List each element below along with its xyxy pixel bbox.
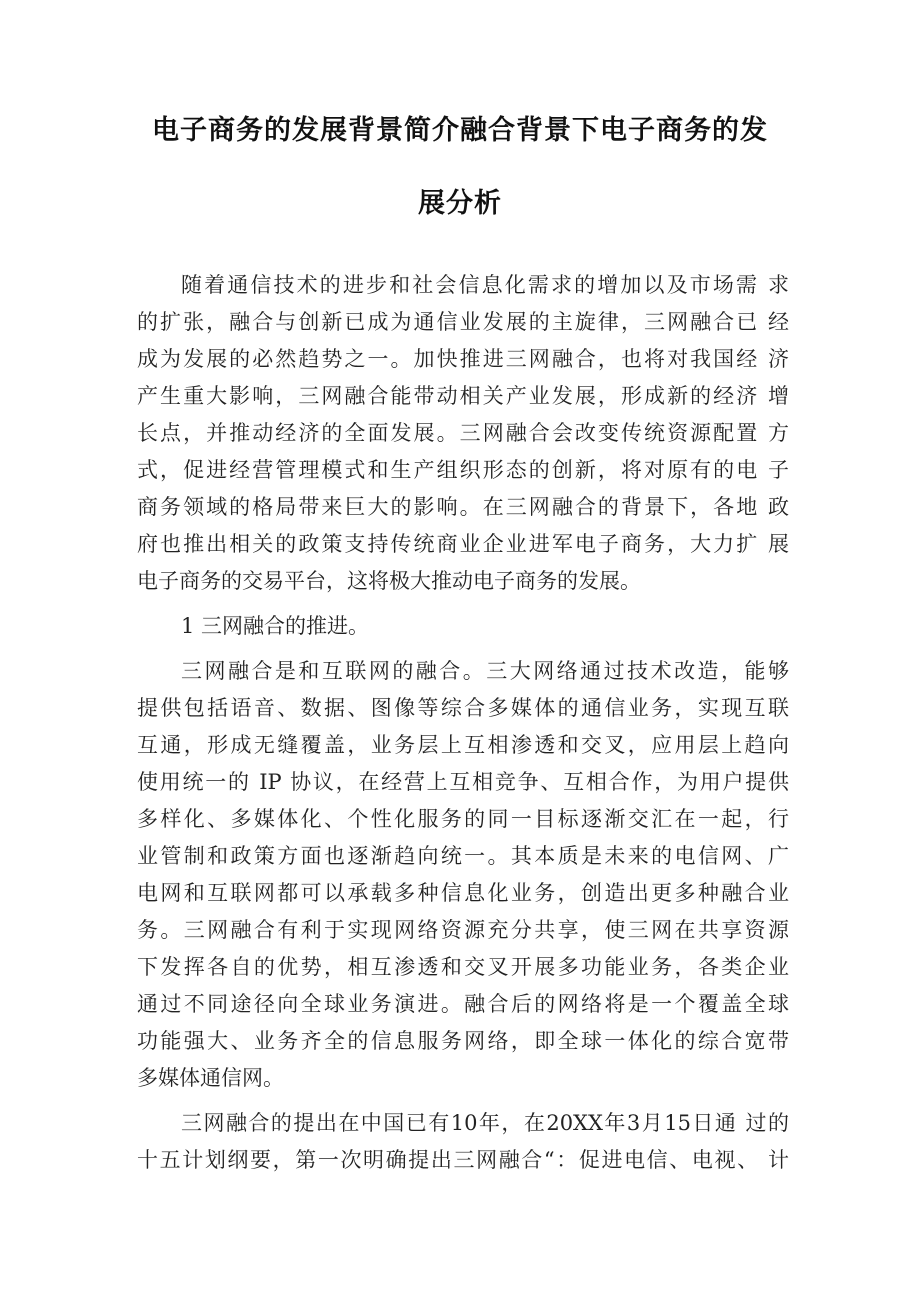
text-line: 多样化、多媒体化、个性化服务的同一目标逐渐交汇在一起，行 bbox=[137, 807, 789, 831]
document-title-line-2: 展分析 bbox=[418, 188, 502, 219]
paragraph bbox=[137, 267, 789, 600]
text-line: 电网和互联网都可以承载多种信息化业务，创造出更多种融合业 bbox=[137, 881, 789, 905]
text-line: 产生重大影响，三网融合能带动相关产业发展，形成新的经济 增 bbox=[137, 384, 789, 408]
text-line: 功能强大、业务齐全的信息服务网络，即全球一体化的综合宽带 bbox=[137, 1029, 789, 1053]
paragraph bbox=[137, 1105, 789, 1179]
text-line: 成为发展的必然趋势之一。加快推进三网融合，也将对我国经 济 bbox=[137, 347, 789, 371]
text-line: 1 三网融合的推进。 bbox=[181, 614, 370, 638]
document-title-line-1: 电子商务的发展背景简介融合背景下电子商务的发 bbox=[152, 115, 768, 146]
text-line: 十五计划纲要，第一次明确提出三网融合“：促进电信、电视、 计 bbox=[137, 1148, 789, 1172]
text-line: 商务领域的格局带来巨大的影响。在三网融合的背景下，各地 政 bbox=[137, 495, 789, 519]
text-line: 下发挥各自的优势，相互渗透和交叉开展多功能业务，各类企业 bbox=[137, 955, 789, 979]
text-line: 的扩张，融合与创新已成为通信业发展的主旋律，三网融合已 经 bbox=[137, 310, 789, 334]
section-heading bbox=[137, 608, 789, 645]
text-line: 随着通信技术的进步和社会信息化需求的增加以及市场需 求 bbox=[181, 273, 789, 297]
text-line: 府也推出相关的政策支持传统商业企业进军电子商务，大力扩 展 bbox=[137, 532, 789, 556]
text-line: 多媒体通信网。 bbox=[137, 1066, 284, 1090]
text-line: 三网融合是和互联网的融合。三大网络通过技术改造，能够 bbox=[181, 659, 789, 683]
text-line: 长点，并推动经济的全面发展。三网融合会改变传统资源配置 方 bbox=[137, 421, 789, 445]
text-line: 三网融合的提出在中国已有10年，在20XX年3月15日通 过的 bbox=[181, 1111, 789, 1135]
text-line: 使用统一的 IP 协议，在经营上互相竞争、互相合作，为用户提供 bbox=[137, 770, 789, 794]
text-line: 通过不同途径向全球业务演进。融合后的网络将是一个覆盖全球 bbox=[137, 992, 789, 1016]
text-line: 电子商务的交易平台，这将极大推动电子商务的发展。 bbox=[137, 569, 641, 593]
paragraph bbox=[137, 653, 789, 1097]
text-line: 互通，形成无缝覆盖，业务层上互相渗透和交叉，应用层上趋向 bbox=[137, 733, 789, 757]
text-line: 业管制和政策方面也逐渐趋向统一。其本质是未来的电信网、广 bbox=[137, 844, 789, 868]
text-line: 务。三网融合有利于实现网络资源充分共享，使三网在共享资源 bbox=[137, 918, 789, 942]
text-line: 式，促进经营管理模式和生产组织形态的创新，将对原有的电 子 bbox=[137, 458, 789, 482]
text-line: 提供包括语音、数据、图像等综合多媒体的通信业务，实现互联 bbox=[137, 696, 789, 720]
document-body bbox=[137, 267, 789, 1187]
